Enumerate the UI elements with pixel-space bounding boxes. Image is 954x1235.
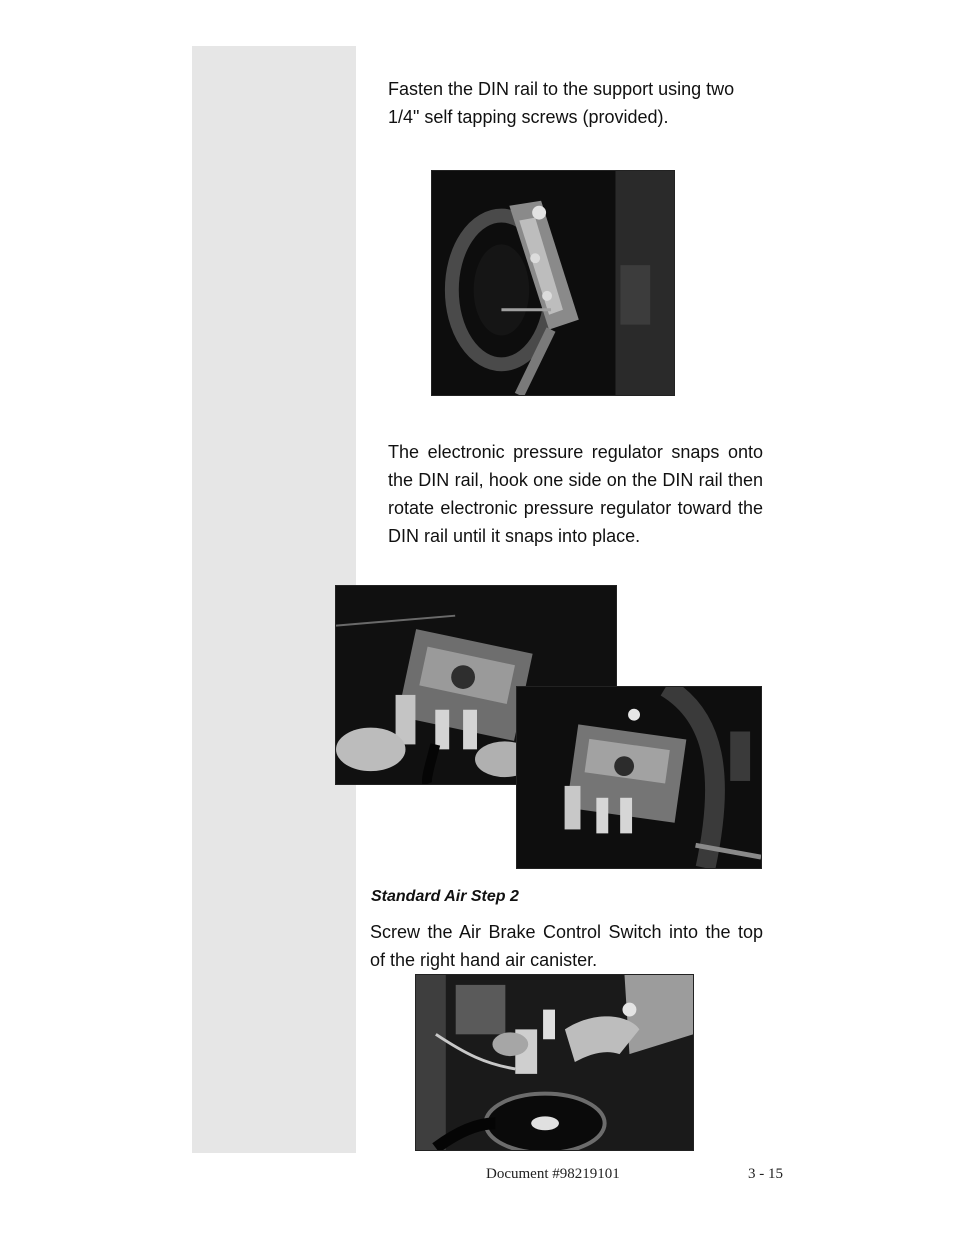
air-canister-photo <box>415 974 694 1151</box>
page-number: 3 - 15 <box>748 1166 783 1182</box>
control-switch-instruction: Screw the Air Brake Control Switch into the top of the right hand air canister. <box>370 922 763 970</box>
din-rail-instruction: Fasten the DIN rail to the support using two 1/4" self tapping screws (provided). <box>388 79 735 127</box>
din-rail-photo <box>431 170 675 396</box>
step-heading: Standard Air Step 2 <box>371 888 519 905</box>
document-number: Document #98219101 <box>486 1166 620 1182</box>
regulator-instruction: The electronic pressure regulator snaps onto the DIN rail, hook one side on the DIN rail then rotate electronic pressure regulator toward the DIN rail until it snaps into place. <box>388 442 763 546</box>
regulator-snapped-photo <box>516 686 762 869</box>
margin-sidebar <box>192 46 356 1153</box>
